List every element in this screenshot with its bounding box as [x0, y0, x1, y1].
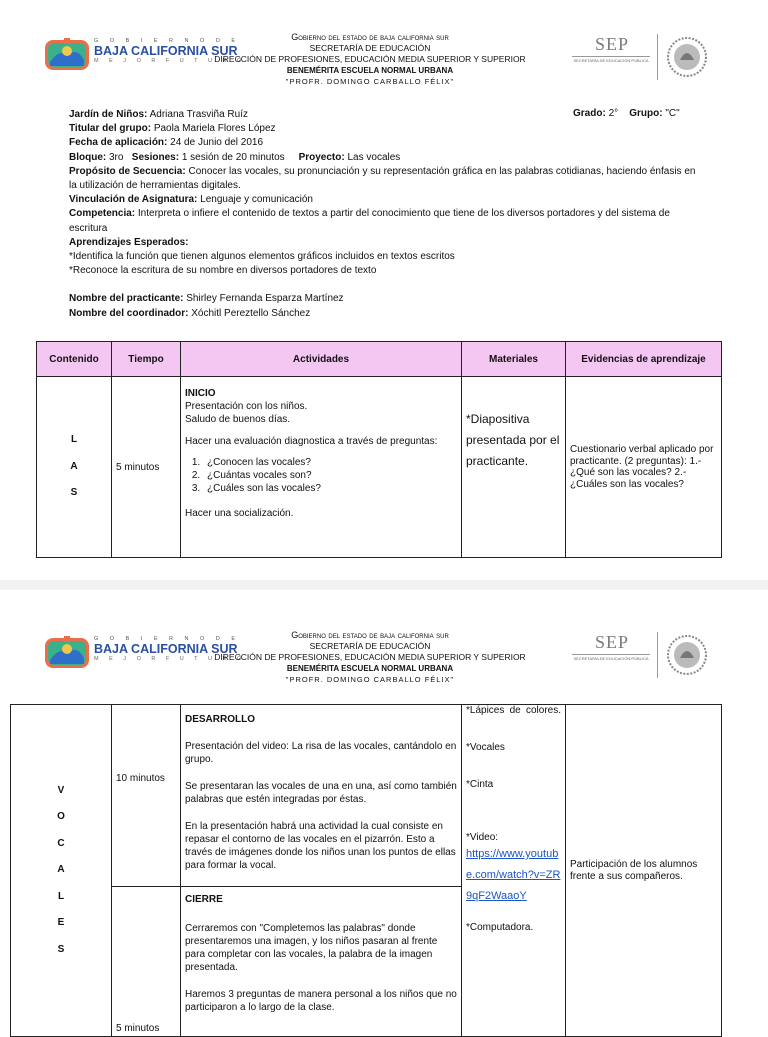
letter: C: [57, 837, 65, 849]
sep-logo-text: SEP: [594, 34, 630, 54]
tiempo-cell: 10 minutos: [112, 705, 181, 887]
header-institution-text: [200, 32, 540, 87]
header-line-1: Gobierno del estado de baja california sur: [291, 630, 449, 640]
desarrollo-paragraph: Se presentaran las vocales de una en una, así como también palabras que estén integradas por éstas.: [185, 781, 457, 805]
materiales-cell: [462, 705, 566, 1037]
sesiones-value: 1 sesión de 20 minutos: [181, 151, 285, 163]
coordinador-value: Xóchitl Pereztello Sánchez: [191, 307, 311, 319]
letter: L: [57, 890, 65, 902]
table-row: [37, 377, 722, 558]
cierre-title: CIERRE: [185, 894, 223, 905]
video-link[interactable]: https://www.youtube.com/watch?v=ZR9qF2WaaoY: [466, 848, 561, 902]
logo-sub-text: M E J O R F U T U R O: [94, 58, 246, 64]
list-item: 3. ¿Cuáles son las vocales?: [203, 482, 457, 495]
header-line-1: Gobierno del estado de baja california sur: [291, 32, 449, 42]
col-header-evidencias: Evidencias de aprendizaje: [566, 342, 722, 377]
bcs-shield-icon: [44, 36, 90, 74]
page-header: [0, 626, 768, 696]
header-line-2: SECRETARÍA DE EDUCACIÓN: [309, 641, 431, 651]
header-line-3: DIRECCIÓN DE PROFESIONES, EDUCACIÓN MEDIA SUPERIOR Y SUPERIOR: [214, 54, 526, 64]
mexico-seal-icon: [666, 634, 708, 676]
planning-table-1: [36, 341, 722, 558]
desarrollo-cell: [181, 705, 462, 887]
question-list: [203, 456, 457, 495]
grado-label: Grado:: [573, 108, 606, 119]
col-header-tiempo: Tiempo: [112, 342, 181, 377]
aprendizajes-label: Aprendizajes Esperados:: [69, 236, 189, 248]
grupo-label: Grupo:: [629, 108, 663, 119]
lesson-info: [69, 108, 699, 321]
logo-sub-text: M E J O R F U T U R O: [94, 656, 246, 662]
material-item: *Cinta: [466, 779, 494, 790]
grado-value: 2°: [608, 108, 619, 119]
cierre-cell: [181, 887, 462, 1037]
inicio-line: Saludo de buenos días.: [185, 414, 291, 425]
letter: E: [57, 917, 65, 929]
table-header-row: [37, 342, 722, 377]
material-item: *Lápices de colores.: [466, 705, 561, 716]
header-line-4: BENEMÉRITA ESCUELA NORMAL URBANA: [286, 66, 454, 75]
material-item: *Vocales: [466, 742, 505, 753]
letter: O: [57, 811, 65, 823]
sep-logo: [566, 632, 716, 682]
proyecto-value: Las vocales: [347, 151, 401, 163]
bcs-shield-icon: [44, 634, 90, 672]
aprendizaje-1: *Identifica la función que tienen algunos elementos gráficos incluidos en textos escritos: [69, 251, 455, 263]
letter: A: [70, 460, 78, 472]
header-line-2: SECRETARÍA DE EDUCACIÓN: [309, 43, 431, 53]
competencia-value: Interpreta o infiere el contenido de textos a partir del conocimiento que tiene de los diversos portadores y del sistema de escritura: [69, 208, 670, 234]
vinculacion-value: Lenguaje y comunicación: [200, 194, 313, 206]
col-header-contenido: Contenido: [37, 342, 112, 377]
logo-small-text: G O B I E R N O D E: [94, 38, 241, 44]
evidencias-cell: Participación de los alumnos frente a sus compañeros.: [566, 705, 722, 1037]
contenido-letters: [11, 705, 112, 1037]
titular-value: Paola Mariela Flores López: [153, 123, 276, 135]
list-item: 1. ¿Conocen las vocales?: [203, 456, 457, 469]
logo-main-text: BAJA CALIFORNIA SUR: [94, 44, 238, 58]
inicio-title: INICIO: [185, 388, 216, 399]
coordinador-label: Nombre del coordinador:: [69, 307, 189, 319]
table-row: [11, 705, 722, 887]
sesiones-label: Sesiones:: [131, 151, 180, 163]
tiempo-cell: 5 minutos: [112, 887, 181, 1037]
desarrollo-paragraph: Presentación del video: La risa de las vocales, cantándolo en grupo.: [185, 741, 457, 765]
sep-logo: [566, 34, 716, 84]
inicio-line: Presentación con los niños.: [185, 401, 308, 412]
planning-table-2: [10, 704, 722, 1037]
titular-label: Titular del grupo:: [69, 123, 152, 135]
material-item: *Computadora.: [466, 922, 534, 933]
header-institution-text: [200, 630, 540, 685]
grado-grupo: [573, 108, 680, 119]
header-line-4: BENEMÉRITA ESCUELA NORMAL URBANA: [286, 664, 454, 673]
mexico-seal-icon: [666, 36, 708, 78]
practicante-label: Nombre del practicante:: [69, 293, 184, 305]
list-item: 2. ¿Cuántas vocales son?: [203, 469, 457, 482]
tiempo-cell: 5 minutos: [112, 377, 181, 558]
grupo-value: "C": [665, 108, 680, 119]
desarrollo-paragraph: En la presentación habrá una actividad la cual consiste en repasar el contorno de las vocales en el pizarrón. Esto a través de imágenes donde los niños unan los puntos de ellas para formar la vocal.: [185, 821, 456, 871]
header-line-5: "PROFR. DOMINGO CARBALLO FÉLIX": [285, 77, 455, 86]
letter: V: [57, 784, 65, 796]
sep-logo-subtext: SECRETARÍA DE EDUCACIÓN PÚBLICA: [573, 58, 649, 63]
header-line-5: "PROFR. DOMINGO CARBALLO FÉLIX": [285, 675, 455, 684]
practicante-value: Shirley Fernanda Esparza Martínez: [186, 293, 344, 305]
fecha-value: 24 de Junio del 2016: [170, 137, 264, 149]
jardin-value: Adriana Trasviña Ruíz: [149, 109, 248, 120]
cierre-paragraph: Haremos 3 preguntas de manera personal a los niños que no participaron a lo largo de la clase.: [185, 989, 457, 1013]
materiales-cell: *Diapositiva presentada por el practicante.: [462, 377, 566, 558]
header-line-3: DIRECCIÓN DE PROFESIONES, EDUCACIÓN MEDIA SUPERIOR Y SUPERIOR: [214, 652, 526, 662]
vinculacion-label: Vinculación de Asignatura:: [69, 194, 198, 206]
actividades-cell: [181, 377, 462, 558]
aprendizaje-2: *Reconoce la escritura de su nombre en diversos portadores de texto: [69, 265, 377, 277]
logo-small-text: G O B I E R N O D E: [94, 636, 241, 642]
bloque-value: 3ro: [109, 151, 124, 163]
proposito-label: Propósito de Secuencia:: [69, 165, 186, 177]
competencia-label: Competencia:: [69, 208, 136, 220]
logo-main-text: BAJA CALIFORNIA SUR: [94, 642, 238, 656]
col-header-actividades: Actividades: [181, 342, 462, 377]
proyecto-label: Proyecto:: [298, 151, 345, 163]
fecha-label: Fecha de aplicación:: [69, 137, 168, 149]
sep-logo-subtext: SECRETARÍA DE EDUCACIÓN PÚBLICA: [573, 656, 649, 661]
bloque-label: Bloque:: [69, 151, 107, 163]
desarrollo-title: DESARROLLO: [185, 714, 255, 725]
material-item: *Video:: [466, 832, 499, 843]
letter: S: [57, 943, 65, 955]
jardin-label: Jardín de Niños:: [69, 109, 148, 120]
sep-logo-text: SEP: [594, 632, 630, 652]
evidencias-cell: Cuestionario verbal aplicado por practicante. (2 preguntas): 1.- ¿Qué son las vocales? 2.- ¿Cuáles son las vocales?: [566, 377, 722, 558]
letter: L: [70, 434, 78, 446]
document-page-2: [0, 590, 768, 1034]
col-header-materiales: Materiales: [462, 342, 566, 377]
inicio-line: Hacer una evaluación diagnostica a través de preguntas:: [185, 436, 438, 447]
cierre-paragraph: Cerraremos con "Completemos las palabras" donde presentaremos una imagen, y los niños pasaran al frente para completar con las vocales, la palabra de la imagen presentada.: [185, 923, 438, 973]
letter: A: [57, 864, 65, 876]
contenido-letters: [37, 377, 112, 558]
letter: S: [70, 487, 78, 499]
proposito-value: Conocer las vocales, su pronunciación y su representación gráfica en las palabras cotidianas, haciendo énfasis en la utilización de herramientas digitales.: [69, 165, 696, 192]
inicio-line: Hacer una socialización.: [185, 508, 294, 519]
page-header: [0, 28, 768, 98]
